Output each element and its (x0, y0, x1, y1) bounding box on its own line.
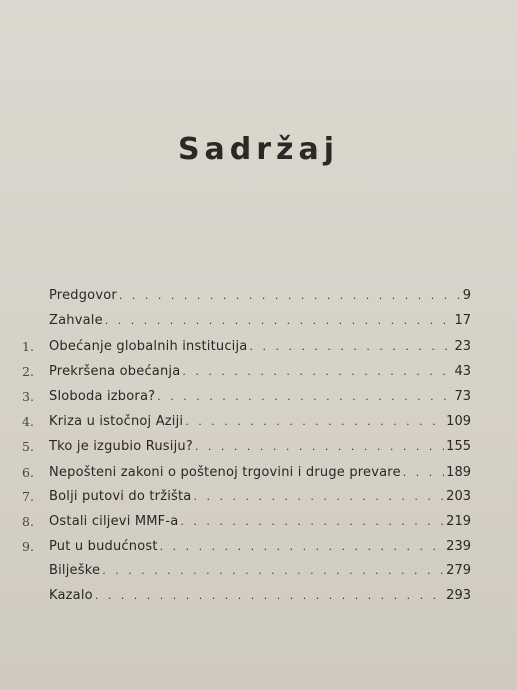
dot-leader (160, 536, 445, 558)
dot-leader (95, 585, 444, 607)
chapter-title: Ostali ciljevi MMF-a (49, 514, 179, 529)
chapter-number: 7. (22, 489, 34, 504)
chapter-title: Sloboda izbora? (49, 389, 156, 404)
dot-leader (105, 310, 453, 332)
page-number: 219 (446, 514, 471, 529)
chapter-title: Put u budućnost (49, 539, 158, 554)
toc-entry (0, 585, 517, 607)
dot-leader (195, 436, 444, 458)
toc-entry (0, 462, 517, 484)
chapter-number: 9. (22, 539, 34, 554)
dot-leader (182, 361, 452, 383)
dot-leader (249, 336, 452, 358)
dot-leader (102, 560, 444, 582)
toc-entry (0, 386, 517, 408)
page-number: 43 (454, 364, 471, 379)
chapter-title: Prekršena obećanja (49, 364, 181, 379)
chapter-number: 1. (22, 339, 34, 354)
toc-entry (0, 536, 517, 558)
toc-entry (0, 336, 517, 358)
page-number: 9 (462, 288, 471, 303)
page-number: 73 (454, 389, 471, 404)
toc-entry (0, 361, 517, 383)
chapter-title: Tko je izgubio Rusiju? (49, 439, 193, 454)
chapter-number: 3. (22, 389, 34, 404)
toc-entry (0, 560, 517, 582)
dot-leader (119, 285, 461, 307)
page-number: 23 (454, 339, 471, 354)
page-number: 189 (446, 465, 471, 480)
toc-entry (0, 511, 517, 533)
toc-entry (0, 436, 517, 458)
chapter-number: 8. (22, 514, 34, 529)
chapter-title: Bilješke (49, 563, 101, 578)
chapter-number: 4. (22, 414, 34, 429)
page-number: 155 (446, 439, 471, 454)
page-number: 239 (446, 539, 471, 554)
dot-leader (180, 511, 444, 533)
chapter-title: Nepošteni zakoni o poštenoj trgovini i druge prevare (49, 465, 401, 480)
chapter-title: Zahvale (49, 313, 103, 328)
chapter-title: Bolji putovi do tržišta (49, 489, 192, 504)
dot-leader (185, 411, 444, 433)
page-title: Sadržaj (177, 132, 340, 167)
toc-entry (0, 310, 517, 332)
page-number: 109 (446, 414, 471, 429)
toc-entry (0, 285, 517, 307)
page-number: 293 (446, 588, 471, 603)
toc-entry (0, 486, 517, 508)
chapter-title: Predgovor (49, 288, 117, 303)
page-number: 203 (446, 489, 471, 504)
dot-leader (193, 486, 444, 508)
dot-leader (403, 462, 444, 484)
page-number: 279 (446, 563, 471, 578)
page-number: 17 (454, 313, 471, 328)
chapter-number: 6. (22, 465, 34, 480)
chapter-title: Kriza u istočnoj Aziji (49, 414, 184, 429)
dot-leader (157, 386, 452, 408)
toc-entry (0, 411, 517, 433)
chapter-title: Kazalo (49, 588, 93, 603)
chapter-title: Obećanje globalnih institucija (49, 339, 248, 354)
chapter-number: 5. (22, 439, 34, 454)
chapter-number: 2. (22, 364, 34, 379)
